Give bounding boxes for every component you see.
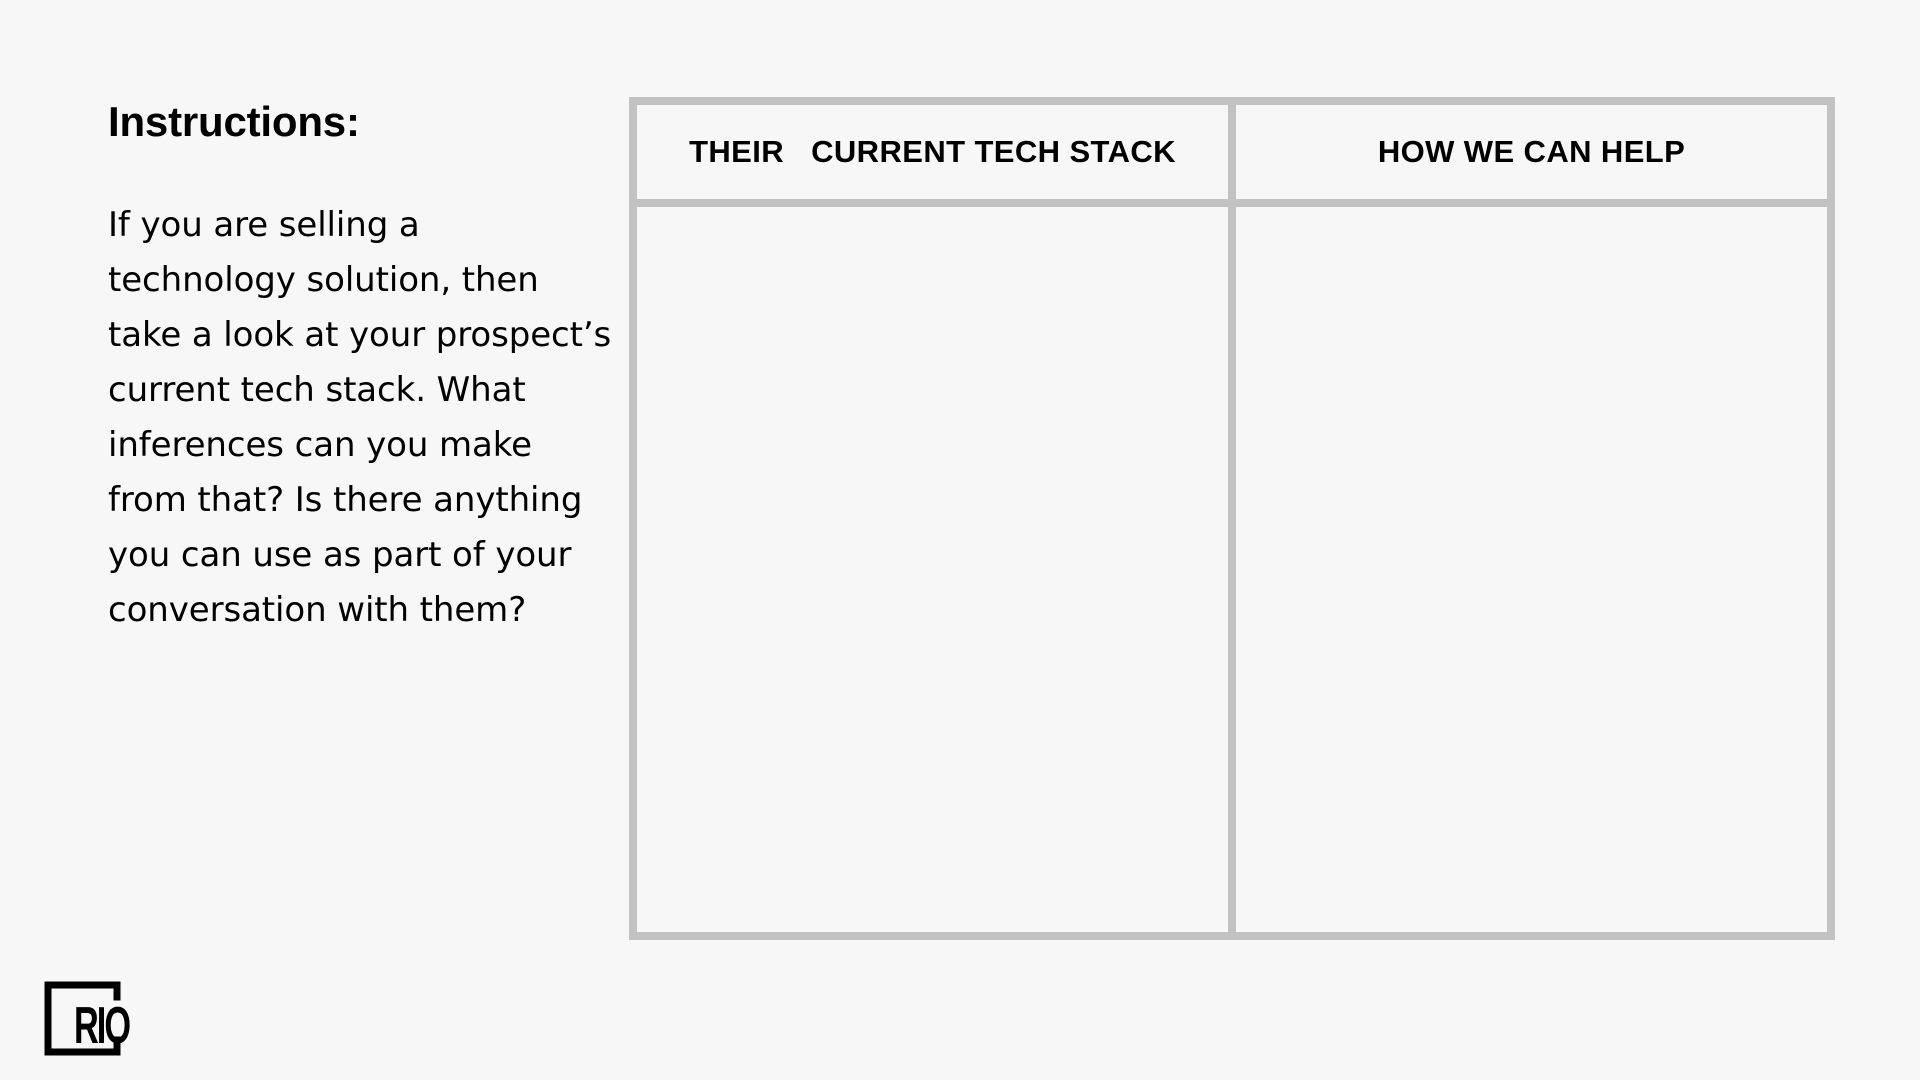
rio-logo-icon bbox=[44, 981, 131, 1056]
instructions-heading: Instructions: bbox=[108, 98, 360, 145]
column-header-how-we-can-help: HOW WE CAN HELP bbox=[1232, 101, 1831, 203]
instructions-panel bbox=[108, 96, 620, 638]
tech-stack-worksheet-table bbox=[629, 97, 1835, 940]
column-header-current-tech-stack: THEIR CURRENT TECH STACK bbox=[633, 101, 1232, 203]
instructions-text: If you are selling a technology solution, then take a look at your prospect’s current tech stack. What inferences can you make from that? Is there anything you can use as part of your conversation with them? bbox=[108, 205, 612, 630]
table-row bbox=[633, 203, 1831, 936]
table-header-row bbox=[633, 101, 1831, 203]
rio-logo bbox=[44, 981, 131, 1056]
how-we-can-help-cell bbox=[1232, 203, 1831, 936]
current-tech-stack-cell bbox=[633, 203, 1232, 936]
logo-text: RIO bbox=[74, 996, 130, 1055]
